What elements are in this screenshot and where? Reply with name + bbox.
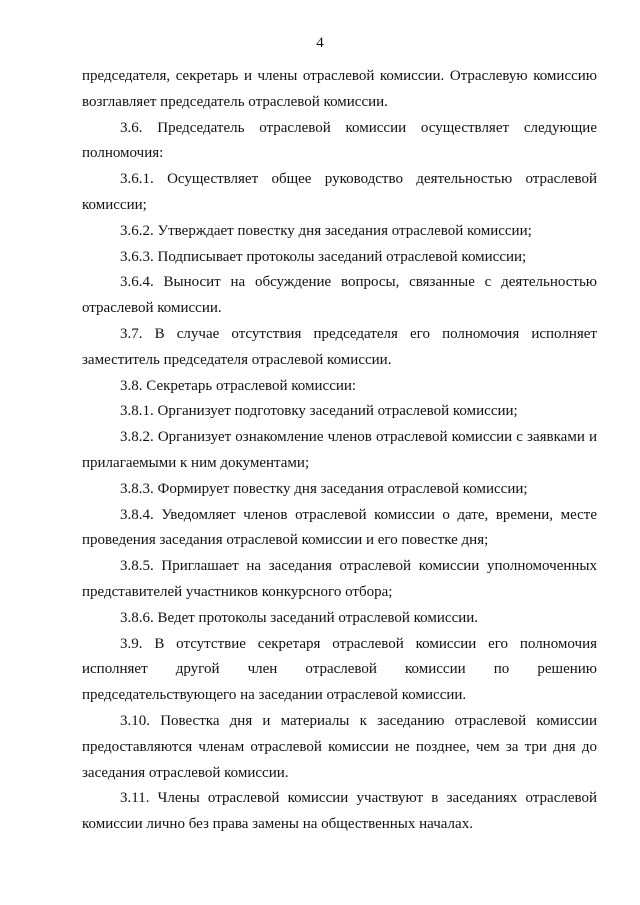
paragraph-3-8-3: 3.8.3. Формирует повестку дня заседания отраслевой комиссии; <box>120 480 528 497</box>
paragraph-3-8-6: 3.8.6. Ведет протоколы заседаний отраслевой комиссии. <box>120 609 479 626</box>
paragraph-3-7: 3.7. В случае отсутствия председателя его полномочия исполняет заместитель председателя отраслевой комиссии. <box>82 325 597 368</box>
paragraph-continuation: председателя, секретарь и члены отраслевой комиссии. Отраслевую комиссию возглавляет председатель отраслевой комиссии. <box>82 68 597 110</box>
page-number: 4 <box>316 35 324 51</box>
paragraph-3-6-1: 3.6.1. Осуществляет общее руководство деятельностью отраслевой комиссии; <box>82 171 597 213</box>
paragraph-3-8-2: 3.8.2. Организует ознакомление членов отраслевой комиссии с заявками и прилагаемыми к ним документами; <box>82 429 597 471</box>
paragraph-3-8-1: 3.8.1. Организует подготовку заседаний отраслевой комиссии; <box>120 403 518 420</box>
paragraph-3-6: 3.6. Председатель отраслевой комиссии осуществляет следующие полномочия: <box>82 119 597 162</box>
paragraph-3-8-4: 3.8.4. Уведомляет членов отраслевой комиссии о дате, времени, месте проведения заседания отраслевой комиссии и его повестке дня; <box>82 506 597 549</box>
paragraph-3-6-3: 3.6.3. Подписывает протоколы заседаний отраслевой комиссии; <box>120 248 527 265</box>
paragraph-3-10: 3.10. Повестка дня и материалы к заседанию отраслевой комиссии предоставляются членам отраслевой комиссии не позднее, чем за три дня до заседания отраслевой комиссии. <box>82 712 597 781</box>
paragraph-3-6-2: 3.6.2. Утверждает повестку дня заседания отраслевой комиссии; <box>120 222 532 239</box>
document-body <box>82 64 597 838</box>
paragraph-3-8: 3.8. Секретарь отраслевой комиссии: <box>120 377 357 394</box>
paragraph-3-11: 3.11. Члены отраслевой комиссии участвуют в заседаниях отраслевой комиссии лично без права замены на общественных началах. <box>82 790 597 833</box>
paragraph-3-6-4: 3.6.4. Выносит на обсуждение вопросы, связанные с деятельностью отраслевой комиссии. <box>82 274 597 317</box>
paragraph-3-8-5: 3.8.5. Приглашает на заседания отраслевой комиссии уполномоченных представителей участников конкурсного отбора; <box>82 558 597 600</box>
paragraph-3-9: 3.9. В отсутствие секретаря отраслевой комиссии его полномочия исполняет другой член отраслевой комиссии по решению председательствующего на заседании отраслевой комиссии. <box>82 635 597 704</box>
